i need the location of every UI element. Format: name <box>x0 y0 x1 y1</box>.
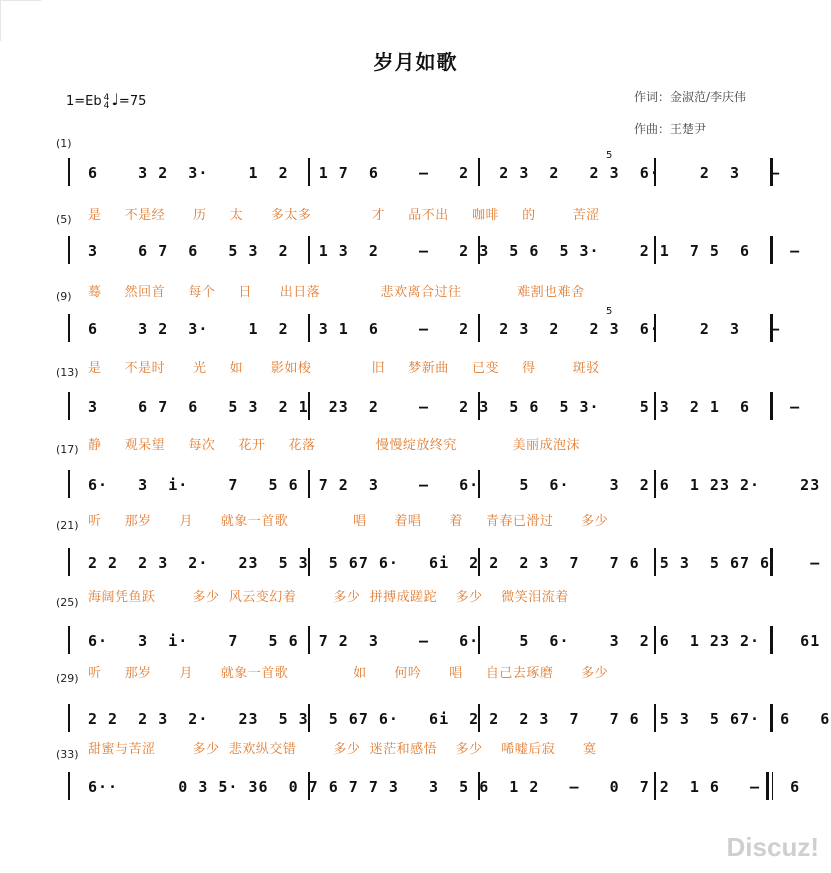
key-prefix: 1=Eb <box>66 94 102 109</box>
measure-number: (1) <box>56 137 72 150</box>
quarter-note-icon: ♩ <box>111 90 119 109</box>
staff-line <box>60 150 781 190</box>
staff-line <box>60 236 801 268</box>
watermark: Discuz! <box>726 832 819 862</box>
tempo: =75 <box>118 94 147 109</box>
measure-number: (21) <box>56 519 79 532</box>
lyrics-line: 蓦 然回首 每个 日 出日落 悲欢离合过往 难割也难舍 <box>88 285 585 300</box>
staff-line <box>60 548 821 580</box>
notes-line: 6 3 2 3· 1 2 3 1 6 – 2 2 3 2 2 3 6· 2 3 – <box>88 320 781 338</box>
notes-line: 3 6 7 6 5 3 2 1 23 2 – 2 3 5 6 5 3· 5 3 2 1 6 – <box>88 398 801 416</box>
notes-line: 2 2 2 3 2· 23 5 3 5 67 6· 6i 2 2 2 3 7 7 6 5 3 5 67 6 – <box>88 554 821 572</box>
repeat-mark: 5 <box>606 306 613 317</box>
barline <box>68 236 70 264</box>
barline <box>68 772 70 800</box>
measure-number: (13) <box>56 366 79 379</box>
composer-credit: 作曲：王楚尹 <box>634 122 707 136</box>
lyrics-line: 海阔凭鱼跃 多少 风云变幻着 多少 拼搏成蹉跎 多少 微笑泪流着 <box>88 590 569 605</box>
lyrics-line: 是 不是经 历 太 多太多 才 品不出 咖啡 的 苦涩 <box>88 208 600 223</box>
staff-line <box>60 626 821 658</box>
staff-line <box>60 772 801 804</box>
notes-line: 3 6 7 6 5 3 2 1 3 2 – 2 3 5 6 5 3· 2 1 7 5 6 – <box>88 242 801 260</box>
lyrics-line: 听 那岁 月 就象一首歌 如 何吟 唱 自己去琢磨 多少 <box>88 666 609 681</box>
staff-line <box>60 704 831 736</box>
notes-line: 6· 3 i· 7 5 6 7 2 3 – 6· 5 6· 3 2 6 1 23 2· 23 <box>88 476 821 494</box>
lyrics-line: 甜蜜与苦涩 多少 悲欢纵交错 多少 迷茫和感悟 多少 唏嘘后寂 寞 <box>88 742 597 757</box>
barline <box>68 704 70 732</box>
lyrics-line: 静 观呆望 每次 花开 花落 慢慢绽放终究 美丽成泡沫 <box>88 438 580 453</box>
barline <box>68 470 70 498</box>
time-top: 4 <box>103 92 110 103</box>
lyrics-line: 是 不是时 光 如 影如梭 旧 梦新曲 已变 得 斑驳 <box>88 361 600 376</box>
staff-line <box>60 306 781 346</box>
measure-number: (29) <box>56 672 79 685</box>
song-title: 岁月如歌 <box>373 50 458 74</box>
repeat-mark: 5 <box>606 150 613 161</box>
time-signature <box>104 94 110 110</box>
barline <box>68 158 70 186</box>
lyrics-line: 听 那岁 月 就象一首歌 唱 着唱 着 青春已滑过 多少 <box>88 514 609 529</box>
staff-line <box>60 392 801 424</box>
measure-number: (33) <box>56 748 79 761</box>
measure-number: (9) <box>56 290 72 303</box>
barline <box>68 548 70 576</box>
measure-number: (17) <box>56 443 79 456</box>
barline <box>68 314 70 342</box>
time-bottom: 4 <box>103 100 110 111</box>
barline <box>68 392 70 420</box>
lyricist-credit: 作词：金淑范/李庆伟 <box>634 90 747 104</box>
staff-line <box>60 470 821 502</box>
key-signature <box>66 90 146 110</box>
measure-number: (25) <box>56 596 79 609</box>
notes-line: 2 2 2 3 2· 23 5 3 5 67 6· 6i 2 2 2 3 7 7 6 5 3 5 67· 6 6 <box>88 710 831 728</box>
corner-decoration <box>0 0 41 41</box>
barline <box>68 626 70 654</box>
notes-line: 6 3 2 3· 1 2 1 7 6 – 2 2 3 2 2 3 6· 2 3 – <box>88 164 781 182</box>
measure-number: (5) <box>56 213 72 226</box>
notes-line: 6·· 0 3 5· 36 0 7 6 7 7 3 3 5 6 1 2 – 0 7 2 1 6 – 6 <box>88 778 801 796</box>
notes-line: 6· 3 i· 7 5 6 7 2 3 – 6· 5 6· 3 2 6 1 23 2· 61 <box>88 632 821 650</box>
